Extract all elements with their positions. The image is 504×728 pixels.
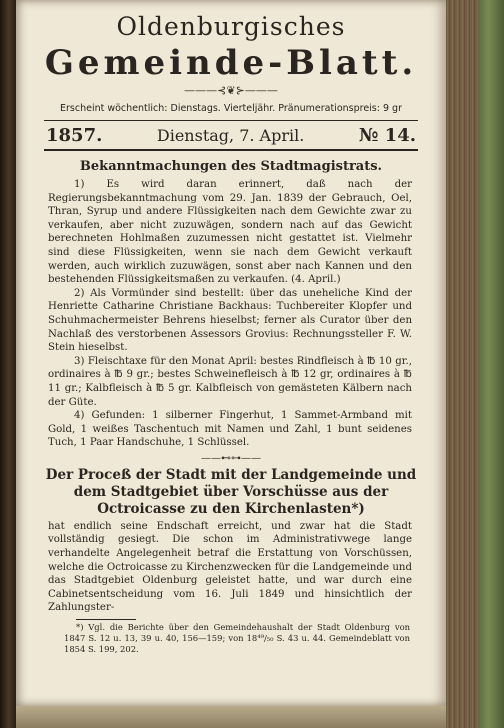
page-bottom-strip <box>16 706 446 728</box>
book-spine <box>0 0 16 728</box>
paragraph: 3) Fleischtaxe für den Monat April: bestes Rindfleisch à ℔ 10 gr., ordinaires à ℔ 9 gr.; bestes Schweinefleisch à ℔ 12 gr, ordinaires à ℔ 11 gr.; Kalbfleisch à ℔ 5 gr. Kalbfleisch von gemästeten Kälbern nach der Güte. <box>48 355 412 408</box>
issue-date: Dienstag, 7. April. <box>156 126 305 145</box>
header-rule <box>44 120 418 121</box>
newspaper-page <box>16 0 446 706</box>
paragraph: hat endlich seine Endschaft erreicht, und zwar hat die Stadt vollständig gesiegt. Die schon im Administrativwege lange verhandelte Angelegenheit betraf die Erstattung von Vorschüssen, welche die Octroicasse zu Kirchenzwecken für die Landgemeinde und das Stadtgebiet Oldenburg geleistet hatte, und war durch eine Cabinetsentscheidung vom 16. Juli 1849 und hinsichtlich der Zahlungster- <box>48 520 412 614</box>
dateline-rule <box>44 149 418 151</box>
book-cover-edge <box>478 0 504 728</box>
subscription-line: Erscheint wöchentlich: Dienstags. Vierteljähr. Pränumerationspreis: 9 gr <box>60 103 402 114</box>
paragraph: 1) Es wird daran erinnert, daß nach der Regierungsbekanntmachung vom 29. Jan. 1839 der Gebrauch, Oel, Thran, Syrup und andere Flüssigkeiten nach dem Gewichte zwar zu verkaufen, aber nicht zuzuwägen, sondern nach auf das Gewicht berechneten Hohlmaßen zuzumessen nicht gestattet ist. Vielmehr sind diese Flüssigkeiten, wenn sie nach dem Gewicht verkauft werden, auch wirklich zuzuwägen, sonst aber nach Kannen und den bestehenden Flüssigkeitsmaßen zu verkaufen. (4. April.) <box>48 179 412 286</box>
section1-body <box>48 178 412 450</box>
footnote-text: *) Vgl. die Berichte über den Gemeindehaushalt der Stadt Oldenburg von 1847 S. 12 u. 13, 39 u. 40, 156—159; von 18⁴⁹/₅₀ S. 43 u. 44. Gemeindeblatt von 1854 S. 199, 202. <box>64 622 410 655</box>
dateline <box>46 125 416 146</box>
masthead-title: Gemeinde-Blatt. <box>44 43 418 83</box>
masthead-ornament: ———⊰❦⊱——— <box>184 84 278 97</box>
section-separator: ——⊷⊶—— <box>201 452 261 464</box>
paragraph: 2) Als Vormünder sind bestellt: über das uneheliche Kind der Henriette Catharine Christiane Backhaus: Tuchbereiter Klopfer und Schuhmachermeister Behrens hieselbst; ferner als Curator über den Nachlaß des verstorbenen Assessors Grovius: Rechnungssteller F. W. Stein hieselbst. <box>48 287 412 354</box>
masthead-line1: Oldenburgisches <box>116 12 346 41</box>
section1-heading: Bekanntmachungen des Stadtmagistrats. <box>79 159 383 174</box>
footnote <box>64 622 410 655</box>
issue-number: № 14. <box>358 125 416 146</box>
issue-year: 1857. <box>46 125 103 146</box>
section2-heading: Der Proceß der Stadt mit der Landgemeinde und dem Stadtgebiet über Vorschüsse aus der Octroicasse zu den Kirchenlasten*) <box>45 466 417 517</box>
section2-body <box>48 520 412 615</box>
paragraph: 4) Gefunden: 1 silberner Fingerhut, 1 Sammet-Armband mit Gold, 1 weißes Taschentuch mit Namen und Zahl, 1 bunt seidenes Tuch, 1 Paar Handschuhe, 1 Schlüssel. <box>48 410 412 449</box>
footnote-rule <box>76 619 136 620</box>
